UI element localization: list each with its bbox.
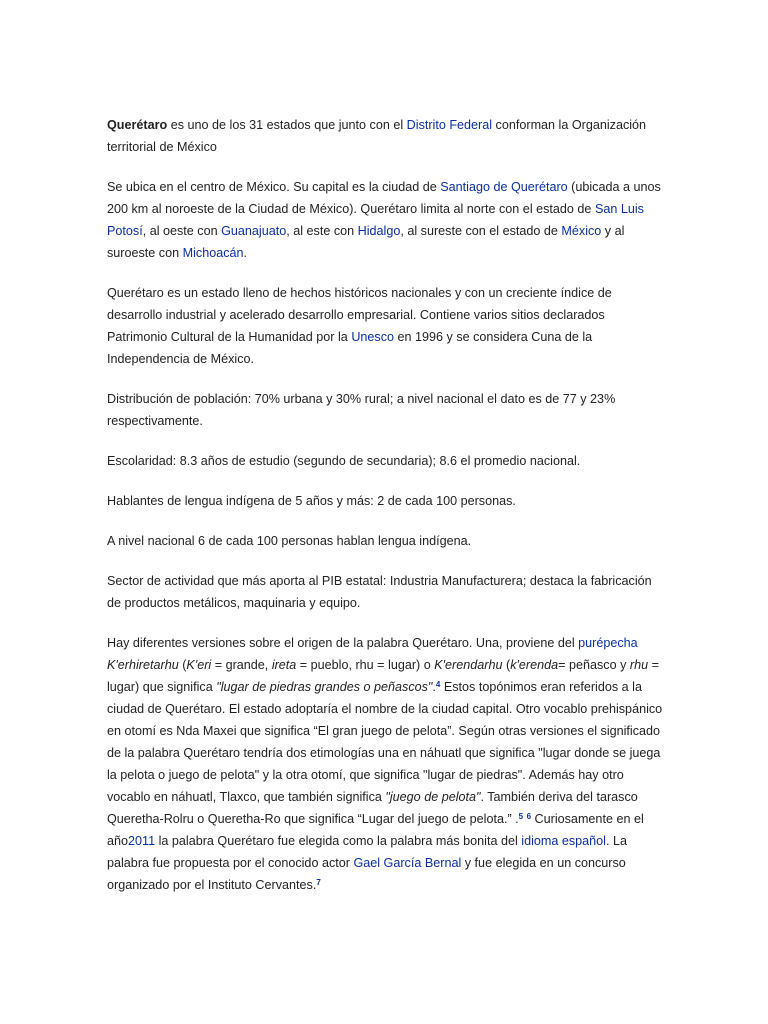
link-mexico[interactable]: México — [561, 224, 602, 238]
document-body — [107, 114, 667, 914]
link-hidalgo[interactable]: Hidalgo — [357, 224, 401, 238]
text-run: la palabra Querétaro fue elegida como la palabra más bonita del — [155, 834, 522, 848]
text-run: y al suroeste con — [107, 224, 625, 260]
paragraph-population: Distribución de población: 70% urbana y 30% rural; a nivel nacional el dato es de 77 y 23% respectivamente. — [107, 392, 616, 428]
text-run: , al sureste con el estado de — [400, 224, 562, 238]
reference-link[interactable]: 6 — [526, 812, 532, 821]
paragraph-economy: Sector de actividad que más aporta al PIB estatal: Industria Manufacturera; destaca la fabricación de productos metálicos, maquinaria y equipo. — [107, 574, 652, 610]
italic-term: "lugar de piedras grandes o peñascos" — [216, 680, 433, 694]
italic-term: K'eri — [186, 658, 212, 672]
text-run: y fue elegida en un concurso organizado por el Instituto Cervantes. — [107, 856, 626, 892]
link-san-luis-potosi[interactable]: San Luis Potosí — [107, 202, 644, 238]
italic-term: "juego de pelota" — [385, 790, 481, 804]
text-run: = lugar) que significa — [107, 658, 659, 694]
reference-link[interactable]: 4 — [435, 680, 441, 689]
text-run: . — [432, 680, 436, 694]
link-gael-garcia-bernal[interactable]: Gael García Bernal — [353, 856, 462, 870]
text-run: Estos topónimos eran referidos a la ciudad de Querétaro. El estado adoptaría el nombre de la ciudad capital. Otro vocablo prehispánico en otomí es Nda Maxei que significa “El gran juego de pelota”. Según otras versiones el significado de la palabra Querétaro tendría dos etimologías una en náhuatl que significa "lugar donde se juega la pelota o juego de pelota" y la otra otomí, que significa "lugar de piedras". Además hay otro vocablo en náhuatl, Tlaxco, que también significa — [107, 680, 663, 804]
paragraph-history — [107, 282, 667, 370]
link-unesco[interactable]: Unesco — [351, 330, 395, 344]
link-2011[interactable]: 2011 — [128, 834, 156, 848]
link-santiago-de-queretaro[interactable]: Santiago de Querétaro — [440, 180, 568, 194]
text-run: = pueblo, rhu = lugar) o — [296, 658, 435, 672]
text-run: Hay diferentes versiones sobre el origen de la palabra Querétaro. Una, proviene del — [107, 636, 579, 650]
text-run: conforman la Organización territorial de México — [107, 118, 647, 154]
paragraph-intro — [107, 114, 667, 158]
link-guanajuato[interactable]: Guanajuato — [221, 224, 287, 238]
state-name: Querétaro — [107, 118, 168, 132]
link-idioma-espanol[interactable]: idioma español — [521, 834, 606, 848]
italic-term: K'erendarhu — [434, 658, 503, 672]
text-run: (ubicada a unos 200 km al noroeste de la Ciudad de México). Querétaro limita al norte con el estado de — [107, 180, 661, 216]
text-run: Curiosamente en el año — [107, 812, 644, 848]
link-purepecha[interactable]: purépecha — [578, 636, 638, 650]
reference-link[interactable]: 7 — [316, 878, 321, 887]
reference-link[interactable]: 5 — [518, 812, 524, 821]
text-run: , al oeste con — [142, 224, 222, 238]
paragraph-national-indigenous: A nivel nacional 6 de cada 100 personas hablan lengua indígena. — [107, 534, 472, 548]
italic-term: ireta — [271, 658, 297, 672]
text-run: . La palabra fue propuesta por el conocido actor — [107, 834, 627, 870]
italic-term: k'erenda — [510, 658, 559, 672]
paragraph-location — [107, 176, 667, 264]
text-run: es uno de los 31 estados que junto con el — [167, 118, 407, 132]
paragraph-indigenous-speakers: Hablantes de lengua indígena de 5 años y más: 2 de cada 100 personas. — [107, 494, 516, 508]
text-run: . — [243, 246, 248, 260]
link-michoacan[interactable]: Michoacán — [182, 246, 244, 260]
link-distrito-federal[interactable]: Distrito Federal — [406, 118, 493, 132]
italic-term: rhu — [629, 658, 649, 672]
text-run: = peñasco y — [558, 658, 630, 672]
text-run: ( — [502, 658, 511, 672]
text-run: Se ubica en el centro de México. Su capital es la ciudad de — [107, 180, 441, 194]
text-run: en 1996 y se considera Cuna de la Independencia de México. — [107, 330, 593, 366]
italic-term: K'erhiretarhu — [107, 658, 179, 672]
paragraph-etymology — [107, 632, 667, 896]
text-run: ( — [178, 658, 187, 672]
text-run: . También deriva del tarasco Queretha-Rolru o Queretha-Ro que significa “Lugar del juego de pelota.” . — [107, 790, 638, 826]
text-run: , al este con — [286, 224, 358, 238]
text-run: Querétaro es un estado lleno de hechos históricos nacionales y con un creciente índice de desarrollo industrial y acelerado desarrollo empresarial. Contiene varios sitios declarados Patrimonio Cultural de la Humanidad por la — [107, 286, 612, 344]
text-run: = grande, — [211, 658, 272, 672]
paragraph-schooling: Escolaridad: 8.3 años de estudio (segundo de secundaria); 8.6 el promedio nacional. — [107, 454, 581, 468]
